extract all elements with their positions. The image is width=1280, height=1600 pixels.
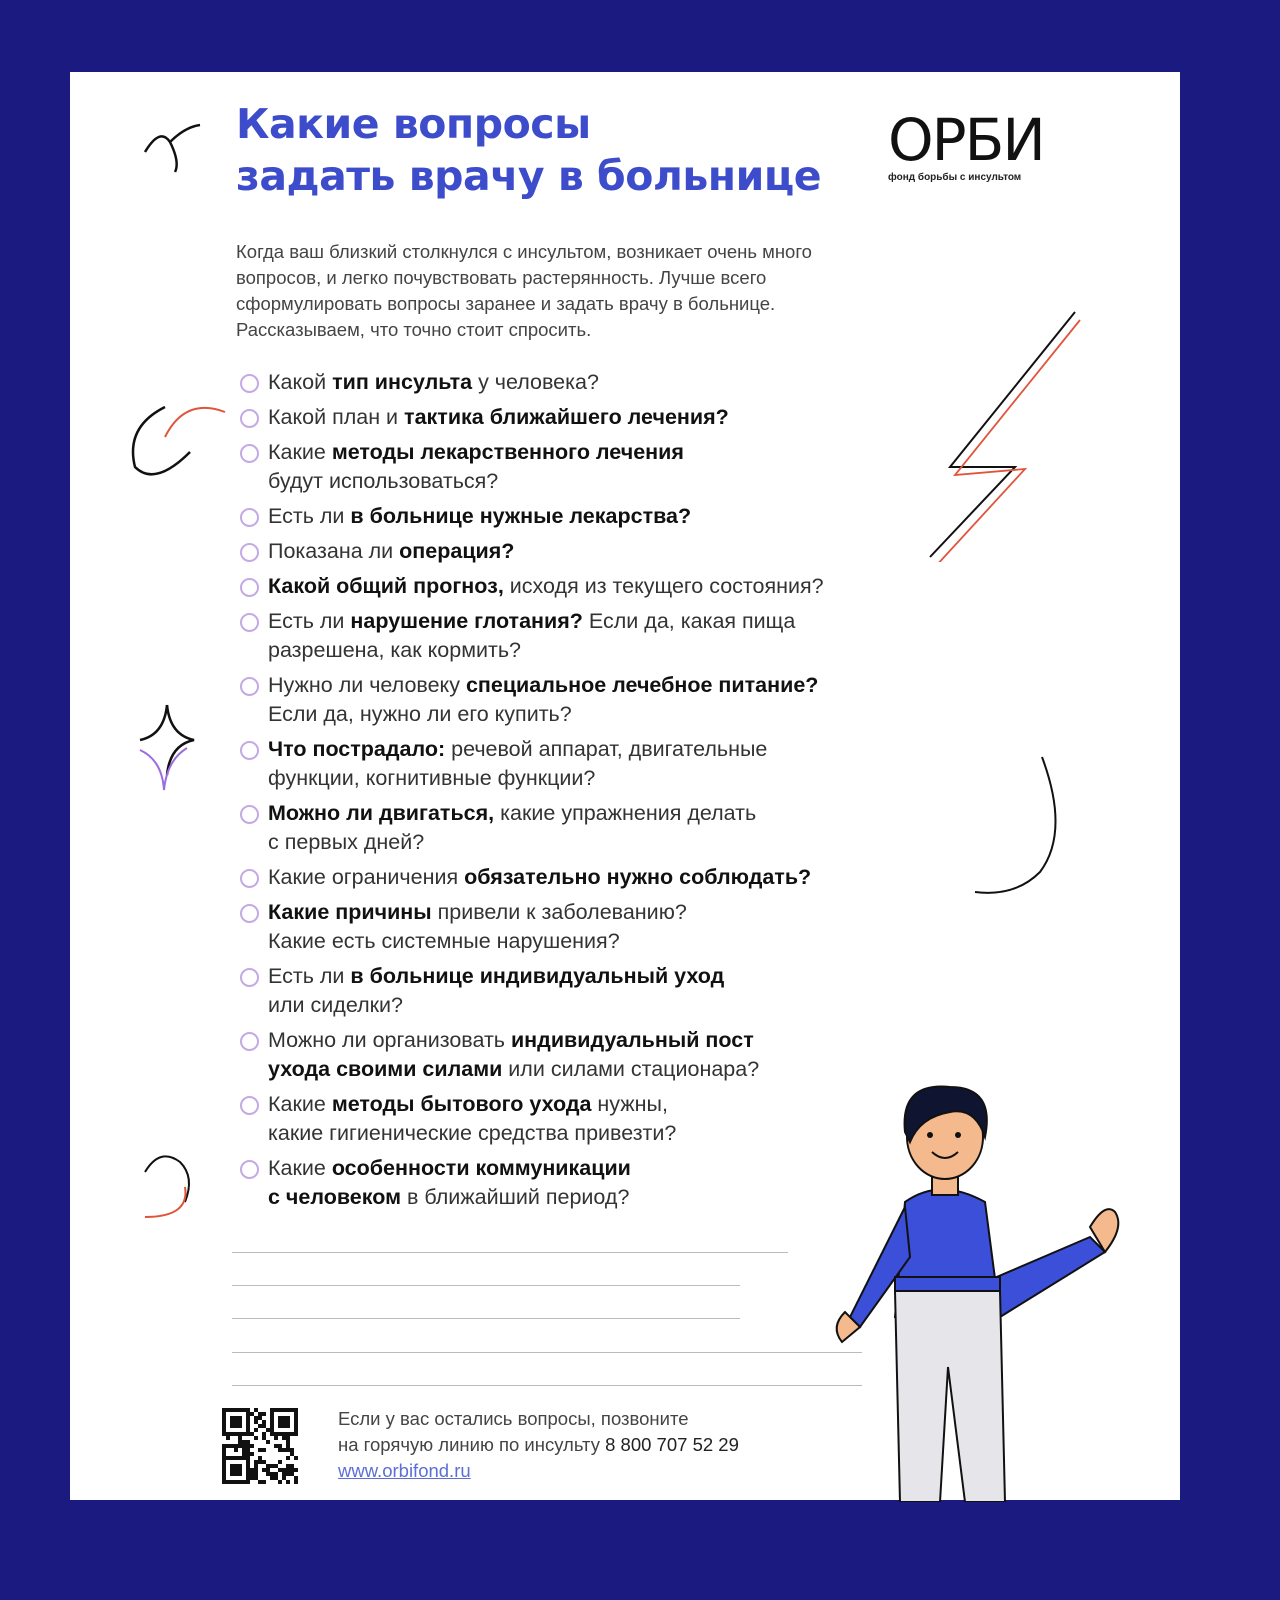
- checkbox-circle-icon[interactable]: [240, 578, 259, 597]
- question-line: [268, 403, 996, 432]
- checkbox-circle-icon[interactable]: [240, 805, 259, 824]
- question-text: Какие: [268, 440, 332, 464]
- question-item[interactable]: [236, 735, 996, 793]
- question-line: [268, 863, 996, 892]
- question-text-bold: Что пострадало:: [268, 737, 446, 761]
- decor-arc-icon: [125, 397, 235, 487]
- question-text-bold: в больнице индивидуальный уход: [350, 964, 725, 988]
- question-text: у человека?: [472, 370, 599, 394]
- question-text-bold: методы лекарственного лечения: [331, 440, 684, 464]
- page-title: [236, 98, 821, 202]
- note-line: [232, 1318, 740, 1319]
- question-line: [268, 572, 996, 601]
- question-line: [268, 438, 996, 467]
- question-item[interactable]: [236, 438, 996, 496]
- question-text: нужны,: [591, 1092, 668, 1116]
- lightning-icon: [925, 307, 1095, 562]
- checkbox-circle-icon[interactable]: [240, 904, 259, 923]
- question-text-bold: Какой общий прогноз,: [268, 574, 504, 598]
- question-text-bold: в больнице нужные лекарства?: [350, 504, 692, 528]
- question-text: Есть ли: [268, 964, 351, 988]
- question-text: Можно ли организовать: [268, 1028, 511, 1052]
- question-text: или силами стационара?: [502, 1057, 760, 1081]
- question-text: функции, когнитивные функции?: [268, 766, 596, 790]
- question-item[interactable]: [236, 572, 996, 601]
- question-text: какие упражнения делать: [494, 801, 757, 825]
- question-line: [268, 898, 996, 927]
- question-text-bold: особенности коммуникации: [331, 1156, 631, 1180]
- checkbox-circle-icon[interactable]: [240, 1032, 259, 1051]
- question-text: в ближайший период?: [401, 1185, 630, 1209]
- question-text: исходя из текущего состояния?: [503, 574, 824, 598]
- question-text: Какие есть системные нарушения?: [268, 929, 620, 953]
- question-text: Если да, какая пища: [582, 609, 796, 633]
- intro-line: Когда ваш близкий столкнулся с инсультом, возникает очень много: [236, 241, 812, 262]
- question-text: Какие: [268, 1156, 332, 1180]
- question-text-bold: методы бытового ухода: [331, 1092, 592, 1116]
- hotline-phone[interactable]: 8 800 707 52 29: [605, 1434, 739, 1455]
- question-line: [268, 368, 996, 397]
- checkbox-circle-icon[interactable]: [240, 968, 259, 987]
- question-item[interactable]: [236, 898, 996, 956]
- checkbox-circle-icon[interactable]: [240, 374, 259, 393]
- question-line: [268, 828, 996, 857]
- question-text-bold: операция?: [399, 539, 515, 563]
- question-item[interactable]: [236, 403, 996, 432]
- checkbox-circle-icon[interactable]: [240, 1160, 259, 1179]
- footer-contact: [338, 1406, 739, 1484]
- question-text-bold: с человеком: [268, 1185, 401, 1209]
- footer-text: на горячую линию по инсульту: [338, 1434, 606, 1455]
- question-line: [268, 764, 996, 793]
- website-link[interactable]: www.orbifond.ru: [338, 1460, 471, 1481]
- checkbox-circle-icon[interactable]: [240, 741, 259, 760]
- question-text: Есть ли: [268, 504, 351, 528]
- question-text-bold: ухода своими силами: [268, 1057, 503, 1081]
- title-line: задать врачу в больнице: [236, 152, 822, 200]
- question-text: или сиделки?: [268, 993, 404, 1017]
- question-text: привели к заболеванию?: [431, 900, 687, 924]
- question-line: [268, 502, 996, 531]
- question-text: разрешена, как кормить?: [268, 638, 522, 662]
- checklist-card: [70, 72, 1180, 1500]
- qr-code[interactable]: [222, 1408, 298, 1484]
- question-text: Показана ли: [268, 539, 400, 563]
- intro-line: вопросов, и легко почувствовать растерянность. Лучше всего: [236, 267, 767, 288]
- checkbox-circle-icon[interactable]: [240, 543, 259, 562]
- question-item[interactable]: [236, 863, 996, 892]
- question-line: [268, 607, 996, 636]
- logo-subtitle: фонд борьбы с инсультом: [888, 172, 1022, 183]
- checkbox-circle-icon[interactable]: [240, 508, 259, 527]
- decor-small-arc-icon: [135, 1147, 205, 1222]
- question-line: [268, 467, 996, 496]
- question-text: будут использоваться?: [268, 469, 499, 493]
- decor-arc-right-icon: [970, 752, 1070, 897]
- orbi-logo: [888, 106, 1044, 183]
- decor-squiggle-icon: [140, 117, 210, 177]
- question-text: Какие ограничения: [268, 865, 465, 889]
- question-item[interactable]: [236, 962, 996, 1020]
- question-line: [268, 962, 996, 991]
- question-line: [268, 537, 996, 566]
- question-text: какие гигиенические средства привезти?: [268, 1121, 677, 1145]
- question-item[interactable]: [236, 799, 996, 857]
- question-text: Если да, нужно ли его купить?: [268, 702, 572, 726]
- question-item[interactable]: [236, 368, 996, 397]
- question-item[interactable]: [236, 607, 996, 665]
- intro-line: сформулировать вопросы заранее и задать врачу в больнице.: [236, 293, 776, 314]
- intro-line: Рассказываем, что точно стоит спросить.: [236, 319, 592, 340]
- question-line: [268, 671, 996, 700]
- question-text-bold: тактика ближайшего лечения?: [404, 405, 729, 429]
- question-text-bold: индивидуальный пост: [510, 1028, 754, 1052]
- person-illustration: [760, 1027, 1140, 1502]
- question-item[interactable]: [236, 537, 996, 566]
- question-text-bold: специальное лечебное питание?: [465, 673, 819, 697]
- question-line: [268, 927, 996, 956]
- checkbox-circle-icon[interactable]: [240, 1096, 259, 1115]
- question-text: речевой аппарат, двигательные: [445, 737, 768, 761]
- question-text-bold: тип инсульта: [332, 370, 473, 394]
- checkbox-circle-icon[interactable]: [240, 869, 259, 888]
- question-item[interactable]: [236, 671, 996, 729]
- sparkle-icon: [132, 700, 202, 795]
- note-line: [232, 1252, 788, 1253]
- question-text-bold: Какие причины: [268, 900, 432, 924]
- logo-name: ОРБИ: [888, 106, 1044, 174]
- question-line: [268, 700, 996, 729]
- question-text-bold: нарушение глотания?: [350, 609, 583, 633]
- intro-text: [236, 239, 996, 343]
- question-text: Есть ли: [268, 609, 351, 633]
- question-text: Какие: [268, 1092, 332, 1116]
- title-line: Какие вопросы: [236, 100, 591, 148]
- question-line: [268, 991, 996, 1020]
- checkbox-circle-icon[interactable]: [240, 409, 259, 428]
- question-text-bold: обязательно нужно соблюдать?: [464, 865, 812, 889]
- question-text: Какой: [268, 370, 333, 394]
- question-text-bold: Можно ли двигаться,: [268, 801, 495, 825]
- checkbox-circle-icon[interactable]: [240, 613, 259, 632]
- question-text: Какой план и: [268, 405, 405, 429]
- question-line: [268, 799, 996, 828]
- checkbox-circle-icon[interactable]: [240, 677, 259, 696]
- question-line: [268, 735, 996, 764]
- question-line: [268, 636, 996, 665]
- footer-text: Если у вас остались вопросы, позвоните: [338, 1408, 689, 1429]
- note-line: [232, 1285, 740, 1286]
- question-item[interactable]: [236, 502, 996, 531]
- question-text: с первых дней?: [268, 830, 425, 854]
- question-text: Нужно ли человеку: [268, 673, 466, 697]
- checkbox-circle-icon[interactable]: [240, 444, 259, 463]
